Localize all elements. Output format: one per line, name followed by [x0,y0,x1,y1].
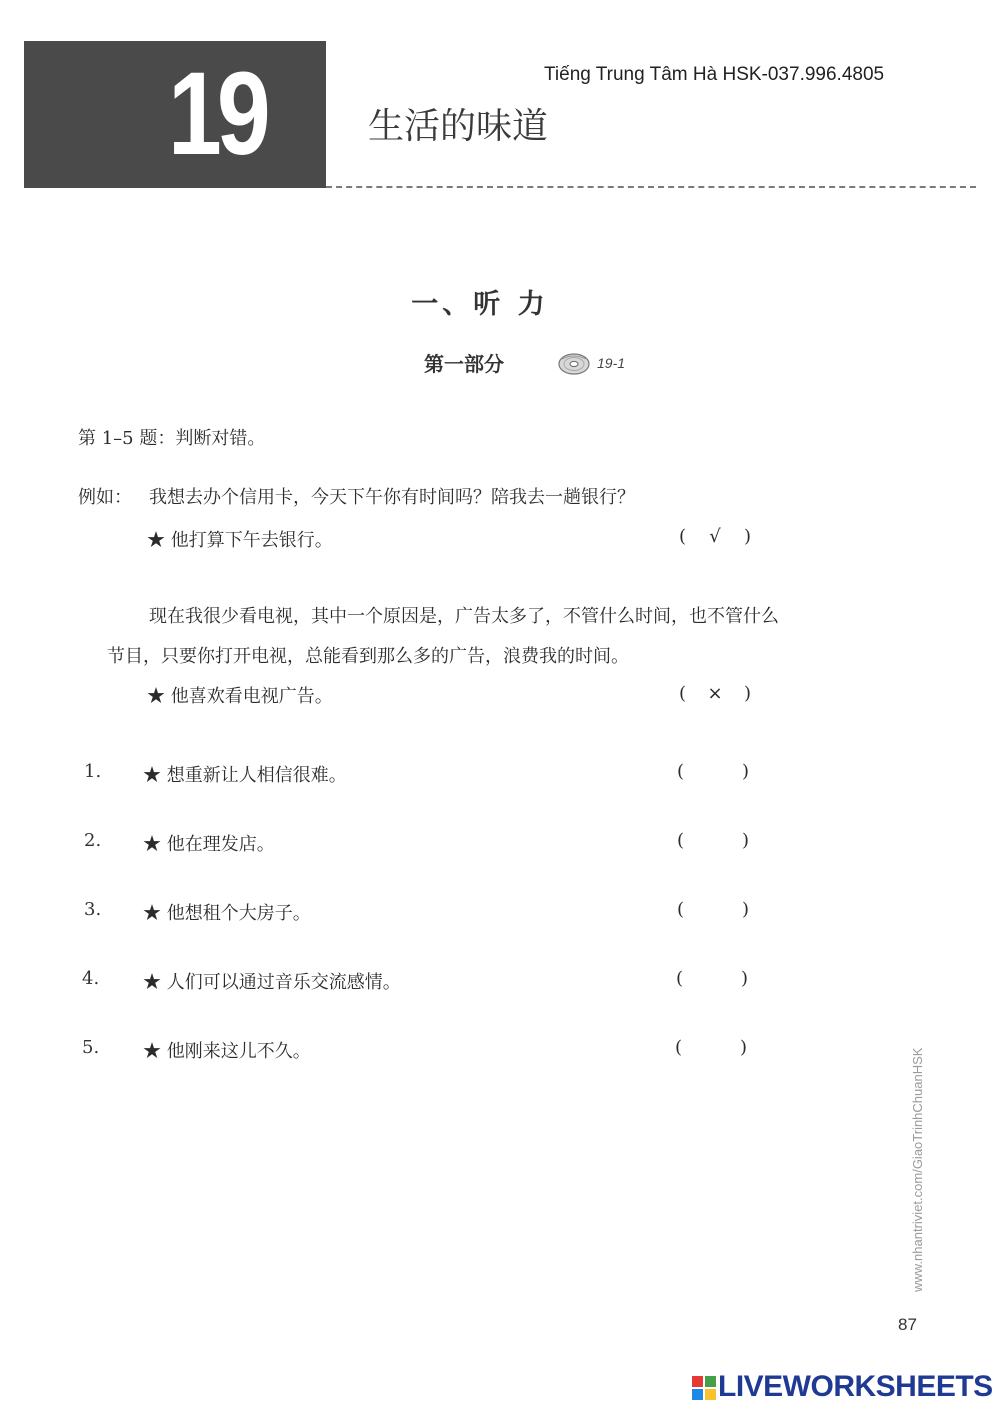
answer-box[interactable] [676,968,748,989]
question-statement: ★ 他刚来这儿不久。 [143,1041,311,1062]
side-watermark: www.nhantriviet.com/GiaoTrinhChuanHSK [910,1047,925,1292]
paren-open: ( [677,899,685,920]
header-watermark: Tiếng Trung Tâm Hà HSK-037.996.4805 [544,64,885,85]
page-number: 87 [898,1315,917,1334]
cross-mark: × [707,683,723,704]
question-statement: ★ 想重新让人相信很难。 [143,765,347,786]
question-number: 2. [84,830,102,851]
example-statement: ★ 他喜欢看电视广告。 [147,686,333,707]
answer-box[interactable] [675,1037,747,1058]
cd-icon[interactable] [557,350,593,378]
paren-open: ( [677,761,685,782]
example-passage-line: 现在我很少看电视，其中一个原因是，广告太多了，不管什么时间，也不管什么 [149,606,779,627]
paren-close: ) [743,526,751,547]
section-title: 一、听 力 [411,289,549,320]
example-passage-line: 节目，只要你打开电视，总能看到那么多的广告，浪费我的时间。 [107,646,629,667]
question-number: 4. [82,968,100,989]
paren-open: ( [679,683,687,704]
audio-track-label: 19-1 [597,355,626,371]
instructions: 第 1–5 题：判断对错。 [78,428,266,449]
liveworksheets-logo-icon [692,1376,716,1400]
answer-box[interactable] [677,761,749,782]
answer-box[interactable] [677,830,749,851]
example-label: 例如： [78,487,132,508]
question-number: 3. [84,899,102,920]
paren-close: ) [739,1037,747,1058]
paren-close: ) [740,968,748,989]
chapter-title: 生活的味道 [368,106,549,147]
check-mark: √ [709,526,721,547]
paren-open: ( [677,830,685,851]
question-statement: ★ 他在理发店。 [143,834,275,855]
paren-open: ( [679,526,687,547]
example-answer-box [679,526,751,547]
answer-box[interactable] [677,899,749,920]
chapter-number: 19 [168,48,266,180]
question-number: 1. [84,761,102,782]
part-title: 第一部分 [424,352,504,376]
paren-close: ) [741,830,749,851]
example-statement: ★ 他打算下午去银行。 [147,530,333,551]
liveworksheets-logo-text[interactable]: LIVEWORKSHEETS [718,1370,993,1403]
example-passage: 我想去办个信用卡，今天下午你有时间吗？陪我去一趟银行？ [149,487,635,508]
paren-close: ) [741,899,749,920]
example-answer-box [679,683,751,704]
paren-open: ( [676,968,684,989]
question-number: 5. [82,1037,100,1058]
paren-open: ( [675,1037,683,1058]
paren-close: ) [743,683,751,704]
paren-close: ) [741,761,749,782]
header-divider [326,186,976,188]
question-statement: ★ 他想租个大房子。 [143,903,311,924]
question-statement: ★ 人们可以通过音乐交流感情。 [143,972,401,993]
